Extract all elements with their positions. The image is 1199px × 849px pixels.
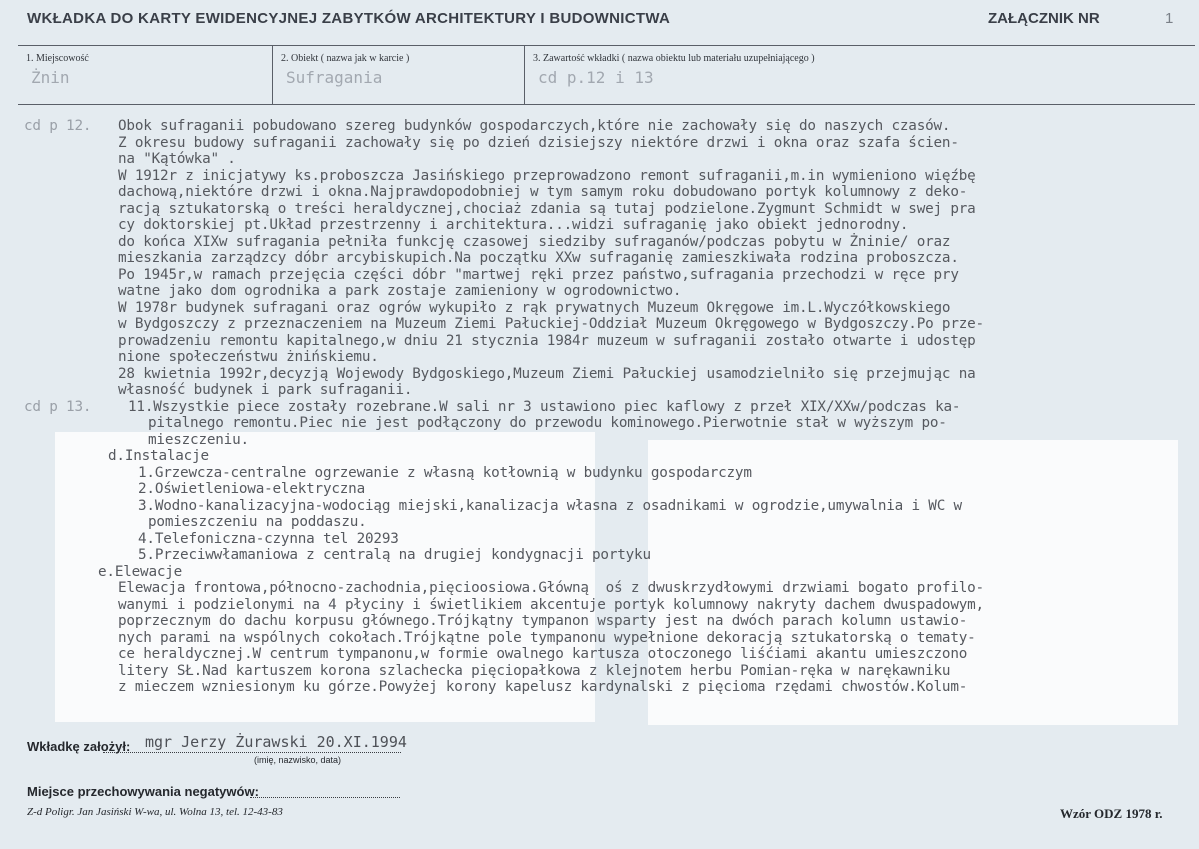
body-line-text: 2.Oświetleniowa-elektryczna: [138, 481, 366, 497]
body-line: [0, 184, 1199, 201]
section-ref-label: cd p 13.: [24, 398, 92, 415]
body-line-text: dachową,niektóre drzwi i okna.Najprawdopodobniej w tym samym roku dobudowano portyk kolumnowy z deko-: [118, 184, 968, 200]
body-line-text: poprzecznym do dachu korpusu głównego.Trójkątny tympanon wsparty jest na dwóch parach kolumn ustawio-: [118, 613, 968, 629]
section-ref-label: cd p 12.: [24, 118, 92, 134]
body-line-text: 11.Wszystkie piece zostały rozebrane.W sali nr 3 ustawiono piec kaflowy z przeł XIX/XXw/podczas ka-: [128, 398, 961, 415]
body-line: [0, 531, 1199, 548]
body-line-text: ce heraldycznej.W centrum tympanonu,w formie owalnego kartusza otoczonego liśćiami akantu umieszczono: [118, 646, 968, 662]
body-line: [0, 283, 1199, 300]
body-line-text: d.Instalacje: [108, 448, 209, 464]
body-line: [0, 135, 1199, 152]
body-line-text: Elewacja frontowa,północno-zachodnia,pięcioosiowa.Główną oś z dwuskrzydłowymi drzwiami bogato profilo-: [118, 580, 984, 596]
body-line-text: pitalnego remontu.Piec nie jest podłączony do przewodu kominowego.Pierwotnie stał w wyższym po-: [148, 415, 947, 431]
body-line-text: litery SŁ.Nad kartuszem korona szlachecka pięciopałkowa z klejnotem herbu Pomian-ręka w narękawniku: [118, 662, 951, 679]
body-line: [0, 349, 1199, 366]
typed-body-text: [0, 118, 1199, 696]
body-line: [0, 118, 1199, 135]
locality-label: 1. Miejscowość: [26, 53, 89, 64]
form-title: WKŁADKA DO KARTY EWIDENCYJNEJ ZABYTKÓW ARCHITEKTURY I BUDOWNICTWA: [27, 10, 671, 27]
header-fields: [18, 45, 1195, 105]
body-line: [0, 432, 1199, 449]
body-line: [0, 382, 1199, 399]
body-line-text: Obok sufraganii pobudowano szereg budynków gospodarczych,które nie zachowały się do naszych czasów.: [118, 118, 951, 134]
object-label: 2. Obiekt ( nazwa jak w karcie ): [281, 53, 410, 64]
body-line: [0, 267, 1199, 284]
body-line: [0, 564, 1199, 581]
body-line: [0, 415, 1199, 432]
body-line-text: własność budynek i park sufraganii.: [118, 382, 413, 398]
body-line-text: W 1978r budynek sufragani oraz ogrów wykupiło z rąk prywatnych Muzeum Okręgowe im.L.Wyczółkowskiego: [118, 299, 951, 316]
body-line-text: w Bydgoszczy z przeznaczeniem na Muzeum Ziemi Pałuckiej-Oddział Muzeum Okręgowego w Bydgoszczy.Po prze-: [118, 316, 984, 332]
body-line-text: e.Elewacje: [98, 563, 183, 580]
contents-cell: [524, 46, 1195, 104]
body-line-text: 3.Wodno-kanalizacyjna-wodociąg miejski,kanalizacja własna z osadnikami w ogrodzie,umywalnia i WC w: [138, 497, 962, 514]
body-line-text: Po 1945r,w ramach przejęcia części dóbr "martwej ręki przez państwo,sufragania przechodzi w ręce pry: [118, 266, 959, 283]
body-line: [0, 448, 1199, 465]
inserted-by-hint: (imię, nazwisko, data): [254, 755, 342, 765]
body-line: [0, 250, 1199, 267]
body-line-text: 5.Przeciwwłamaniowa z centralą na drugiej kondygnacji portyku: [138, 547, 651, 563]
body-line: [0, 580, 1199, 597]
body-line-text: prowadzeniu remontu kapitalnego,w dniu 21 stycznia 1984r muzeum w sufraganii zostało otwarte i udostęp: [118, 332, 976, 349]
body-line: [0, 151, 1199, 168]
body-line-text: W 1912r z inicjatywy ks.proboszcza Jasińskiego przeprowadzono remont sufraganii,m.in wymieniono więźbę: [118, 167, 976, 184]
body-line: [0, 514, 1199, 531]
signature-dotted-line: [103, 752, 401, 753]
body-line-text: Z okresu budowy sufraganii zachowały się po dzień dzisiejszy niektóre drzwi i okna oraz szafa ścien-: [118, 134, 959, 151]
body-line-text: 4.Telefoniczna-czynna tel 20293: [138, 530, 399, 547]
body-line: [0, 234, 1199, 251]
body-line: [0, 168, 1199, 185]
body-line-text: do końca XIXw sufragania pełniła funkcję czasowej siedziby sufraganów/podczas pobytu w Żninie/ oraz: [118, 233, 951, 250]
body-line: [0, 300, 1199, 317]
locality-cell: [18, 46, 272, 104]
inserted-by-value: mgr Jerzy Żurawski 20.XI.1994: [145, 733, 407, 751]
body-line-text: wanymi i podzielonymi na 4 płyciny i świetlikiem akcentuje portyk kolumnowy nakryty dachem dwuspadowym,: [118, 596, 984, 613]
body-line-text: mieszczeniu.: [148, 431, 249, 448]
body-line-text: cy doktorskiej pt.Układ przestrzenny i architektura...widzi sufraganię jako obiekt jednorodny.: [118, 217, 909, 233]
body-line: [0, 333, 1199, 350]
body-line: [0, 481, 1199, 498]
negatives-dotted-line: [250, 797, 400, 798]
body-line-text: na "Kątówka" .: [118, 151, 236, 167]
body-line-text: nych parami na wspólnych cokołach.Trójkątne pole tympanonu wypełnione dekoracją sztukatorską o tematy-: [118, 629, 976, 646]
body-line-text: watne jako dom ogrodnika a park zostaje zamieniony w ogrodownictwo.: [118, 283, 682, 299]
body-line: [0, 201, 1199, 218]
body-line: [0, 646, 1199, 663]
object-cell: [272, 46, 524, 104]
body-line: [0, 399, 1199, 416]
body-line: [0, 630, 1199, 647]
body-line: [0, 217, 1199, 234]
negatives-label: Miejsce przechowywania negatywów:: [27, 784, 259, 799]
body-line-text: racją sztukatorską o treści heraldycznej,chociaż zdania są tutaj podzielone.Zygmunt Schmidt w swej pra: [118, 200, 976, 217]
contents-label: 3. Zawartość wkładki ( nazwa obiektu lub materiału uzupełniającego ): [533, 53, 815, 64]
body-line-text: pomieszczeniu na poddaszu.: [148, 514, 367, 530]
annex-label: ZAŁĄCZNIK NR: [988, 10, 1100, 27]
body-line-text: nione społeczeństwu żnińskiemu.: [118, 349, 379, 365]
body-line: [0, 547, 1199, 564]
body-line-text: 1.Grzewcza-centralne ogrzewanie z własną kotłownią w budynku gospodarczym: [138, 464, 752, 481]
annex-number: 1: [1165, 10, 1174, 27]
body-line: [0, 366, 1199, 383]
body-line-text: z mieczem wzniesionym ku górze.Powyżej korony kapelusz kardynalski z pięcioma rzędami chwostów.Kolum-: [118, 679, 968, 695]
form-model-id: Wzór ODZ 1978 r.: [1060, 806, 1163, 821]
body-line: [0, 663, 1199, 680]
inserted-by-label: Wkładkę założył:: [27, 739, 131, 754]
body-line: [0, 613, 1199, 630]
contents-value: cd p.12 i 13: [538, 68, 654, 87]
locality-value: Żnin: [31, 68, 70, 87]
body-line: [0, 679, 1199, 696]
printer-imprint: Z-d Poligr. Jan Jasiński W-wa, ul. Wolna 13, tel. 12-43-83: [27, 806, 283, 818]
body-line-text: mieszkania zarządzcy dóbr arcybiskupich.Na początku XXw sufraganię zamieszkiwała rodzina proboszcza.: [118, 250, 959, 266]
body-line: [0, 465, 1199, 482]
body-line: [0, 316, 1199, 333]
body-line: [0, 498, 1199, 515]
body-line: [0, 597, 1199, 614]
body-line-text: 28 kwietnia 1992r,decyzją Wojewody Bydgoskiego,Muzeum Ziemi Pałuckiej usamodzielniło się przejmując na: [118, 365, 976, 382]
object-value: Sufragania: [286, 68, 383, 87]
